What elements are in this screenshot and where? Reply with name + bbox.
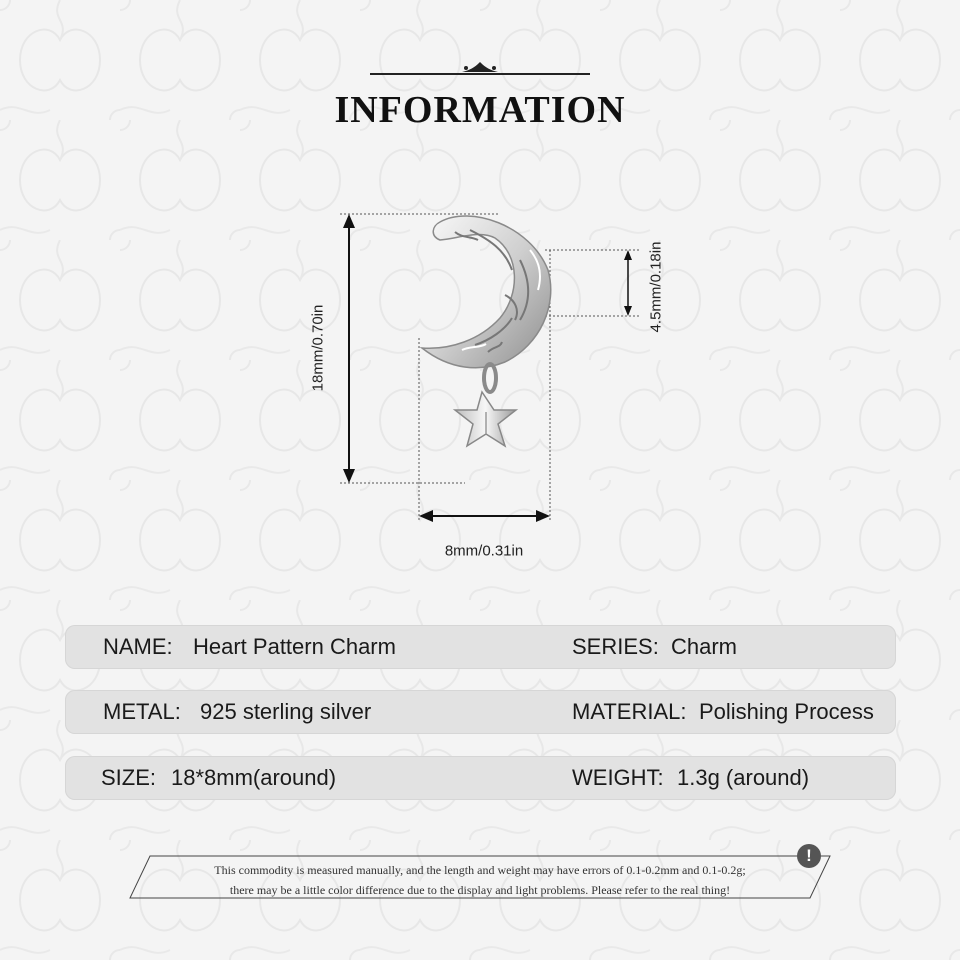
series-value: Charm (671, 634, 738, 659)
material-value: Polishing Process (699, 699, 874, 724)
exclamation-icon: ! (797, 844, 821, 868)
size-value: 18*8mm(around) (171, 765, 337, 790)
spec-row-size-weight (65, 756, 896, 800)
width-dimension-label: 8mm/0.31in (444, 542, 524, 560)
star-charm (455, 364, 516, 446)
hole-dimension-label: 4.5mm/0.18in (647, 241, 665, 333)
moon-charm (422, 216, 551, 368)
title-ornament (370, 60, 590, 80)
metal-value: 925 sterling silver (200, 699, 372, 724)
spec-row-metal-material (65, 690, 896, 734)
notice-text (150, 860, 810, 900)
weight-value: 1.3g (around) (677, 765, 810, 790)
metal-label: METAL: (103, 699, 181, 724)
notice-line-2: there may be a little color difference due to the display and light problems. Please refer to the real thing! (229, 883, 731, 897)
page-title: INFORMATION (334, 89, 626, 131)
name-label: NAME: (103, 634, 173, 659)
size-label: SIZE: (101, 765, 157, 790)
name-value: Heart Pattern Charm (193, 634, 396, 659)
height-dimension-label: 18mm/0.70in (309, 304, 327, 392)
weight-label: WEIGHT: (572, 765, 664, 790)
notice-line-1: This commodity is measured manually, and the length and weight may have errors of 0.1-0.2mm and 0.1-0.2g; (214, 863, 746, 877)
series-label: SERIES: (572, 634, 659, 659)
product-illustration (300, 200, 680, 580)
spec-row-name-series (65, 625, 896, 669)
material-label: MATERIAL: (572, 699, 687, 724)
